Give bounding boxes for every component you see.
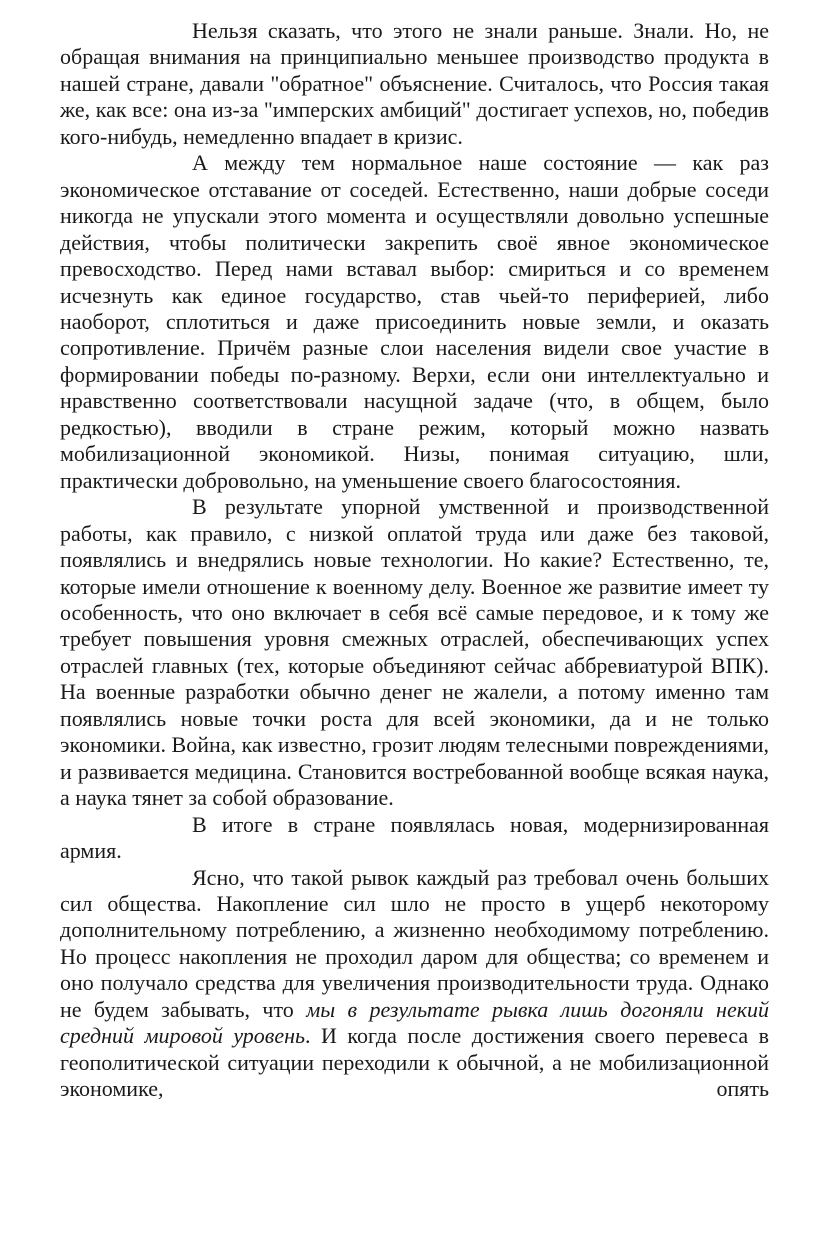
document-page [60,18,769,1103]
paragraph-5-text-after: . И когда после достижения своего перевеса в геополитической ситуации переходили к обычной, а не мобилизационной экономике, опять [60,1023,770,1102]
paragraph-5-italic-emphasis: мы в результате рывка лишь догоняли некий средний мировой уровень [60,996,769,1049]
paragraph-5 [60,865,769,1103]
paragraph-2: А между тем нормальное наше состояние — как раз экономическое отставание от соседей. Естественно, наши добрые соседи никогда не упускали этого момента и осуществляли довольно успешные действия, чтобы политически закрепить своё явное экономическое превосходство. Перед нами вставал выбор: смириться и со временем исчезнуть как единое государство, став чьей-то периферией, либо наоборот, сплотиться и даже присоединить новые земли, и оказать сопротивление. Причём разные слои населения видели свое участие в формировании победы по-разному. Верхи, если они интеллектуально и нравственно соответствовали насущной задаче (что, в общем, было редкостью), вводили в стране режим, который можно назвать мобилизационной экономикой. Низы, понимая ситуацию, шли, практически добровольно, на уменьшение своего благосостояния. [60,150,769,493]
paragraph-1: Нельзя сказать, что этого не знали раньше. Знали. Но, не обращая внимания на принципиально меньшее производство продукта в нашей стране, давали "обратное" объяснение. Считалось, что Россия такая же, как все: она из-за "имперских амбиций" достигает успехов, но, победив кого-нибудь, немедленно впадает в кризис. [60,18,769,149]
paragraph-4: В итоге в стране появлялась новая, модернизированная армия. [60,811,769,864]
paragraph-3: В результате упорной умственной и производственной работы, как правило, с низкой оплатой труда или даже без таковой, появлялись и внедрялись новые технологии. Но какие? Естественно, те, которые имели отношение к военному делу. Военное же развитие имеет ту особенность, что оно включает в себя всё самые передовое, и к тому же требует повышения уровня смежных отраслей, обеспечивающих успех отраслей главных (тех, которые объединяют сейчас аббревиатурой ВПК). На военные разработки обычно денег не жалели, а потому именно там появлялись новые точки роста для всей экономики, да и не только экономики. Война, как известно, грозит людям телесными повреждениями, и развивается медицина. Становится востребованной вообще всякая наука, а наука тянет за собой образование. [60,494,769,811]
paragraph-5-text-before: Ясно, что такой рывок каждый раз требовал очень больших сил общества. Накопление сил шло не просто в ущерб некоторому дополнительному потреблению, а жизненно необходимому потреблению. Но процесс накопления не проходил даром для общества; со временем и оно получало средства для увеличения производительности труда. Однако не будем забывать, что [60,864,769,1022]
